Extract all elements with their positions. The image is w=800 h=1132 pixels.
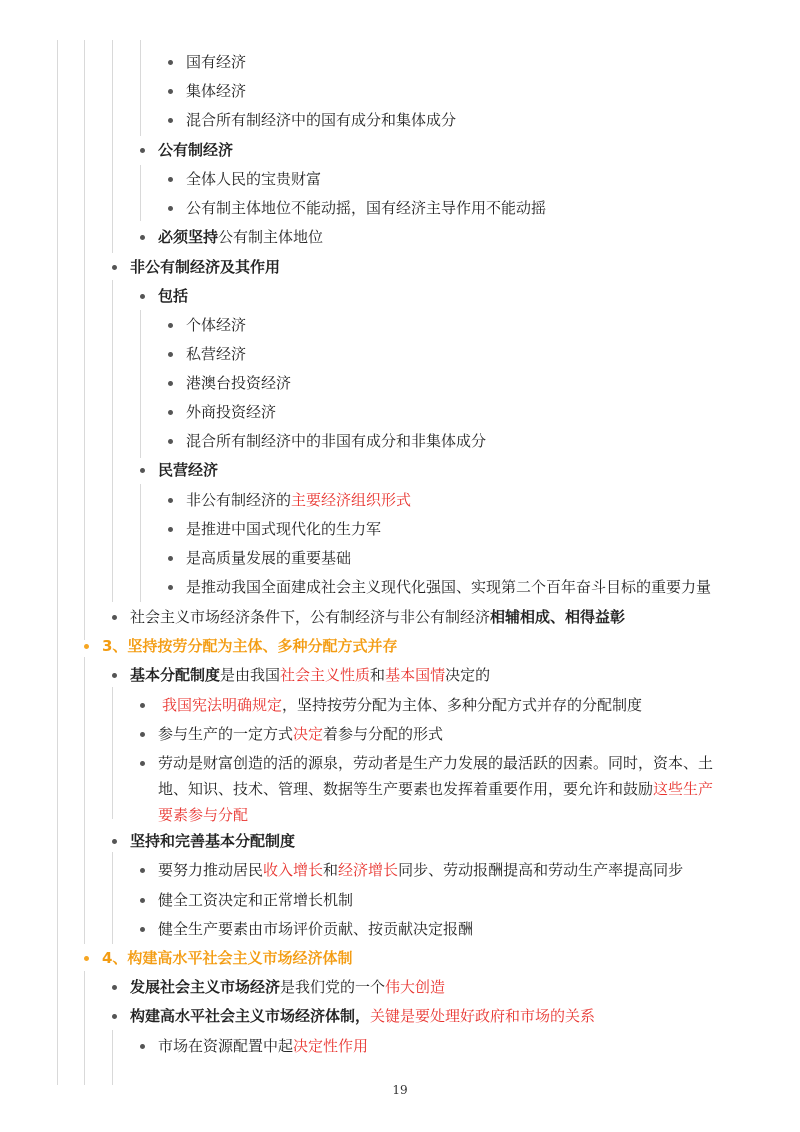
bullet-icon xyxy=(140,294,145,299)
bullet-icon xyxy=(84,956,89,961)
list-item: 是高质量发展的重要基础 xyxy=(168,545,351,571)
outline-guide-line xyxy=(84,971,85,1085)
list-item: 全体人民的宝贵财富 xyxy=(168,166,321,192)
bullet-icon xyxy=(168,118,173,123)
list-item: 基本分配制度是由我国社会主义性质和基本国情决定的 xyxy=(112,662,490,688)
bullet-icon xyxy=(168,585,173,590)
list-item: 健全工资决定和正常增长机制 xyxy=(140,887,353,913)
bullet-icon xyxy=(168,527,173,532)
list-item: 我国宪法明确规定，坚持按劳分配为主体、多种分配方式并存的分配制度 xyxy=(140,692,642,718)
outline-guide-line xyxy=(140,165,141,221)
bullet-icon xyxy=(112,839,117,844)
page-number: 19 xyxy=(392,1083,408,1097)
list-item: 民营经济 xyxy=(140,457,218,483)
outline-guide-line xyxy=(140,484,141,602)
outline-guide-line xyxy=(84,657,85,944)
bullet-icon xyxy=(168,439,173,444)
section-heading: 4、构建高水平社会主义市场经济体制 xyxy=(84,945,352,971)
outline-guide-line xyxy=(140,40,141,136)
bullet-icon xyxy=(168,556,173,561)
bullet-icon xyxy=(84,644,89,649)
list-item: 个体经济 xyxy=(168,312,246,338)
bullet-icon xyxy=(112,985,117,990)
list-item: 包括 xyxy=(140,283,188,309)
list-item: 外商投资经济 xyxy=(168,399,276,425)
outline-guide-line xyxy=(84,40,85,640)
bullet-icon xyxy=(168,206,173,211)
outline-guide-line xyxy=(57,40,58,1085)
list-item: 私营经济 xyxy=(168,341,246,367)
outline-guide-line xyxy=(112,40,113,253)
bullet-icon xyxy=(140,148,145,153)
bullet-icon xyxy=(140,732,145,737)
outline-guide-line xyxy=(112,280,113,602)
bullet-icon xyxy=(140,1044,145,1049)
list-item: 社会主义市场经济条件下，公有制经济与非公有制经济相辅相成、相得益彰 xyxy=(112,604,625,630)
list-item: 港澳台投资经济 xyxy=(168,370,291,396)
bullet-icon xyxy=(140,468,145,473)
list-item: 发展社会主义市场经济是我们党的一个伟大创造 xyxy=(112,974,445,1000)
outline-guide-line xyxy=(140,310,141,458)
bullet-icon xyxy=(140,927,145,932)
list-item: 非公有制经济的主要经济组织形式 xyxy=(168,487,411,513)
paragraph: 劳动是财富创造的活的源泉，劳动者是生产力发展的最活跃的因素。同时，资本、土 地、知识、技术、管理、数据等生产要素也发挥着重要作用，要允许和鼓励这些生产 要素参与分配 xyxy=(158,754,714,824)
section-heading: 3、坚持按劳分配为主体、多种分配方式并存 xyxy=(84,633,397,659)
bullet-icon xyxy=(112,615,117,620)
bullet-icon xyxy=(112,1014,117,1019)
bullet-icon xyxy=(140,703,145,708)
bullet-icon xyxy=(140,898,145,903)
outline-guide-line xyxy=(112,687,113,819)
list-item: 非公有制经济及其作用 xyxy=(112,254,280,280)
bullet-icon xyxy=(168,410,173,415)
list-item: 集体经济 xyxy=(168,78,246,104)
list-item: 必须坚持公有制主体地位 xyxy=(140,224,323,250)
bullet-icon xyxy=(168,177,173,182)
outline-guide-line xyxy=(112,852,113,944)
list-item: 公有制经济 xyxy=(140,137,233,163)
list-item xyxy=(140,750,713,828)
list-item: 构建高水平社会主义市场经济体制，关键是要处理好政府和市场的关系 xyxy=(112,1003,595,1029)
bullet-icon xyxy=(140,235,145,240)
bullet-icon xyxy=(140,868,145,873)
list-item: 国有经济 xyxy=(168,49,246,75)
bullet-icon xyxy=(140,761,145,766)
list-item: 市场在资源配置中起决定性作用 xyxy=(140,1033,368,1059)
list-item: 混合所有制经济中的非国有成分和非集体成分 xyxy=(168,428,486,454)
list-item: 要努力推动居民收入增长和经济增长同步、劳动报酬提高和劳动生产率提高同步 xyxy=(140,857,683,883)
outline-guide-line xyxy=(112,1030,113,1085)
bullet-icon xyxy=(168,381,173,386)
bullet-icon xyxy=(112,673,117,678)
list-item: 是推动我国全面建成社会主义现代化强国、实现第二个百年奋斗目标的重要力量 xyxy=(168,574,711,600)
list-item: 健全生产要素由市场评价贡献、按贡献决定报酬 xyxy=(140,916,473,942)
list-item: 公有制主体地位不能动摇，国有经济主导作用不能动摇 xyxy=(168,195,546,221)
list-item: 是推进中国式现代化的生力军 xyxy=(168,516,381,542)
bullet-icon xyxy=(168,60,173,65)
bullet-icon xyxy=(168,89,173,94)
list-item: 混合所有制经济中的国有成分和集体成分 xyxy=(168,107,456,133)
bullet-icon xyxy=(168,498,173,503)
list-item: 参与生产的一定方式决定着参与分配的形式 xyxy=(140,721,443,747)
bullet-icon xyxy=(112,265,117,270)
bullet-icon xyxy=(168,323,173,328)
list-item: 坚持和完善基本分配制度 xyxy=(112,828,295,854)
bullet-icon xyxy=(168,352,173,357)
